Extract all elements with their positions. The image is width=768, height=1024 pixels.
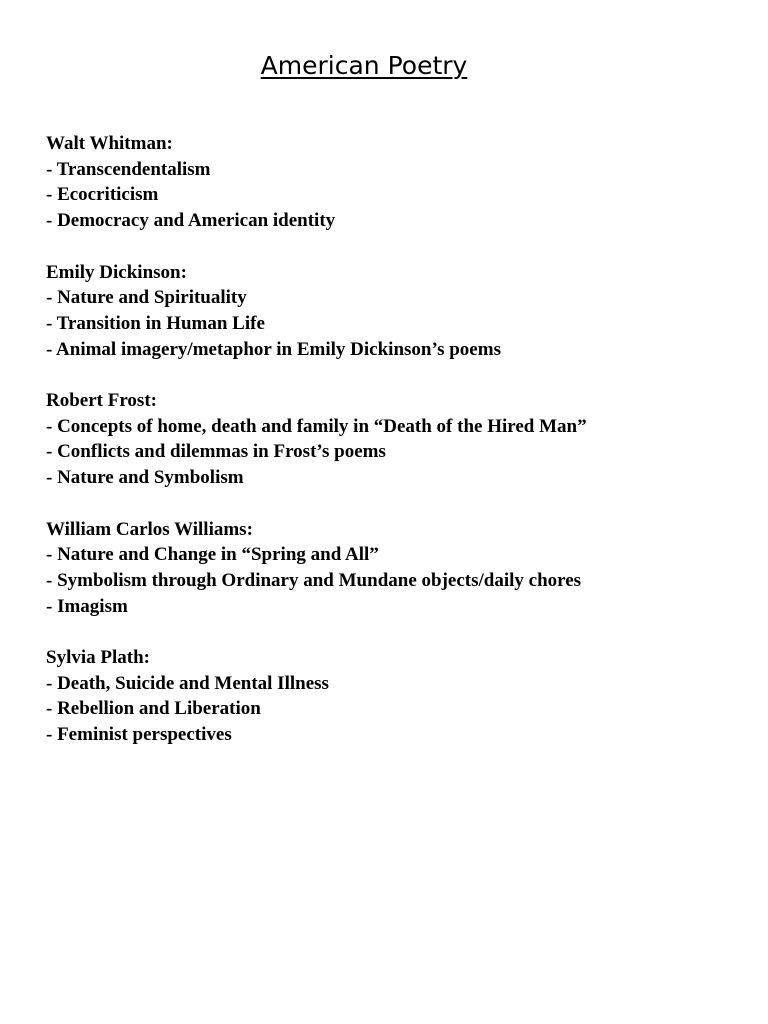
poet-sections [46, 131, 746, 774]
topic-item: - Nature and Change in “Spring and All” [46, 544, 379, 566]
poet-section-dickinson [46, 260, 746, 363]
topic-item: - Feminist perspectives [46, 724, 232, 746]
topic-item: - Rebellion and Liberation [46, 698, 261, 720]
poet-name: Robert Frost: [46, 390, 157, 411]
poet-name: Walt Whitman: [46, 133, 173, 154]
poet-section-plath [46, 645, 746, 748]
poet-section-frost [46, 388, 746, 491]
poet-name: Emily Dickinson: [46, 261, 187, 283]
topic-item: - Democracy and American identity [46, 210, 336, 232]
topic-item: - Transcendentalism [46, 158, 211, 180]
poet-section-williams [46, 517, 746, 620]
topic-item: - Nature and Symbolism [46, 467, 244, 489]
topic-item: - Transition in Human Life [46, 312, 265, 334]
topic-item: - Imagism [46, 595, 128, 617]
document-title: American Poetry [260, 51, 468, 80]
poet-name: William Carlos Williams: [46, 518, 253, 540]
topic-item: - Symbolism through Ordinary and Mundane objects/daily chores [46, 569, 582, 591]
topic-item: - Death, Suicide and Mental Illness [46, 672, 329, 694]
poet-name: Sylvia Plath: [46, 647, 150, 668]
topic-item: - Concepts of home, death and family in “Death of the Hired Man” [46, 415, 587, 437]
topic-item: - Ecocriticism [46, 184, 159, 206]
topic-item: - Conflicts and dilemmas in Frost’s poems [46, 441, 386, 463]
poet-section-whitman [46, 131, 746, 234]
topic-item: - Nature and Spirituality [46, 287, 247, 309]
topic-item: - Animal imagery/metaphor in Emily Dickinson’s poems [46, 338, 501, 360]
